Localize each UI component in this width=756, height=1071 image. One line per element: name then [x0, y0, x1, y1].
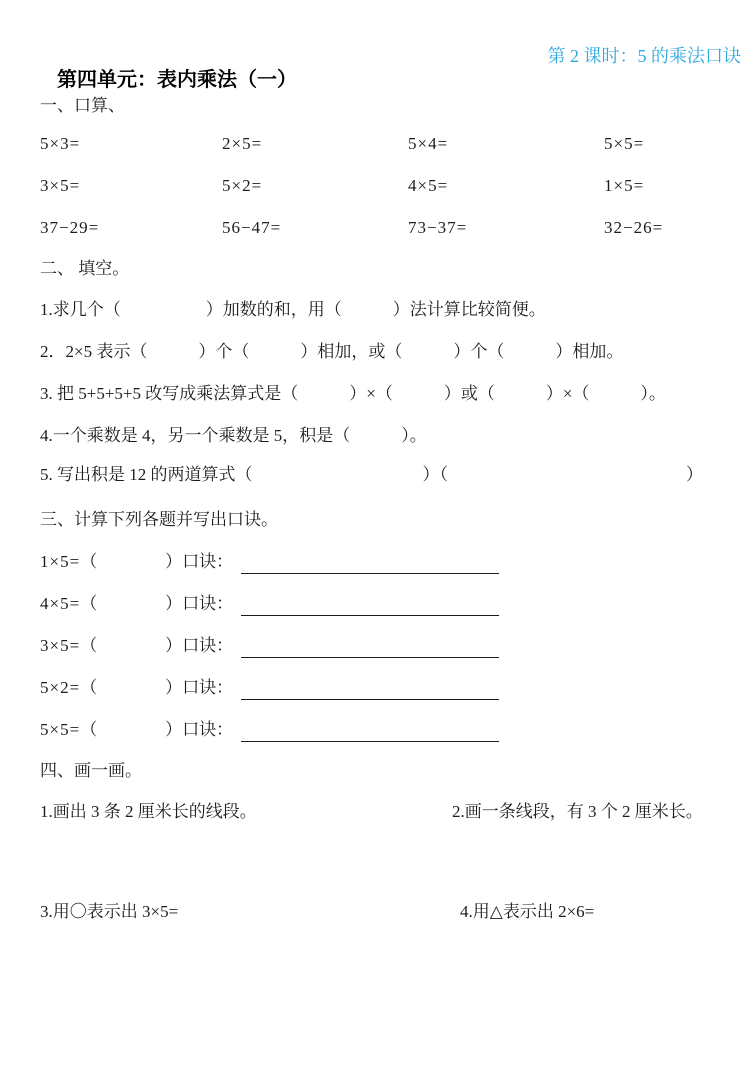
- rhyme-line: [40, 718, 499, 742]
- rhyme-line: [40, 550, 499, 574]
- section-2-heading: 二、 填空。: [40, 259, 130, 278]
- draw-item: 1.画出 3 条 2 厘米长的线段。: [40, 802, 257, 821]
- section-3-heading: 三、计算下列各题并写出口诀。: [40, 510, 278, 529]
- draw-row: [40, 800, 756, 824]
- answer-underline: [241, 722, 499, 742]
- oral-calc-row: [40, 216, 756, 240]
- equation: 5×4=: [408, 134, 449, 153]
- rhyme-label: 口诀：: [182, 678, 234, 697]
- equation: 56−47=: [222, 218, 282, 237]
- fill-blank-item: 3. 把 5+5+5+5 改写成乘法算式是（ ）×（ ）或（ ）×（ ）。: [40, 384, 666, 403]
- equation: 4×5=: [40, 594, 81, 613]
- answer-bracket: （ ）: [80, 720, 183, 739]
- answer-underline: [241, 638, 499, 658]
- equation: 5×3=: [40, 134, 81, 153]
- answer-bracket: （ ）: [80, 678, 183, 697]
- equation: 32−26=: [604, 218, 664, 237]
- equation: 5×5=: [40, 720, 81, 739]
- rhyme-line: [40, 634, 499, 658]
- equation: 5×2=: [222, 176, 263, 195]
- equation: 5×5=: [604, 134, 645, 153]
- rhyme-line: [40, 592, 499, 616]
- draw-item: 3.用〇表示出 3×5=: [40, 902, 179, 921]
- lesson-title: 第 2 课时：5 的乘法口诀: [547, 46, 741, 66]
- draw-row: [40, 900, 756, 924]
- answer-underline: [241, 680, 499, 700]
- fill-blank-item: 1.求几个（ ）加数的和，用（ ）法计算比较简便。: [40, 300, 546, 319]
- equation: 5×2=: [40, 678, 81, 697]
- rhyme-label: 口诀：: [182, 720, 234, 739]
- rhyme-label: 口诀：: [182, 636, 234, 655]
- answer-underline: [241, 596, 499, 616]
- equation: 4×5=: [408, 176, 449, 195]
- answer-bracket: （ ）: [80, 636, 183, 655]
- rhyme-label: 口诀：: [182, 594, 234, 613]
- equation: 3×5=: [40, 176, 81, 195]
- answer-bracket: （ ）: [80, 594, 183, 613]
- answer-underline: [241, 554, 499, 574]
- equation: 2×5=: [222, 134, 263, 153]
- fill-blank-item: 5. 写出积是 12 的两道算式（ ）（ ）: [40, 465, 703, 484]
- draw-item: 2.画一条线段，有 3 个 2 厘米长。: [452, 802, 703, 821]
- rhyme-line: [40, 676, 499, 700]
- equation: 1×5=: [40, 552, 81, 571]
- answer-bracket: （ ）: [80, 552, 183, 571]
- equation: 1×5=: [604, 176, 645, 195]
- oral-calc-row: [40, 132, 756, 156]
- rhyme-label: 口诀：: [182, 552, 234, 571]
- section-1-heading: 一、口算、: [40, 96, 125, 115]
- fill-blank-item: 4.一个乘数是 4，另一个乘数是 5，积是（ ）。: [40, 426, 427, 445]
- equation: 37−29=: [40, 218, 100, 237]
- draw-item: 4.用△表示出 2×6=: [460, 902, 595, 921]
- fill-blank-item: 2．2×5 表示（ ）个（ ）相加，或（ ）个（ ）相加。: [40, 342, 624, 361]
- equation: 73−37=: [408, 218, 468, 237]
- equation: 3×5=: [40, 636, 81, 655]
- oral-calc-row: [40, 174, 756, 198]
- section-4-heading: 四、画一画。: [40, 761, 142, 780]
- unit-title: 第四单元：表内乘法（一）: [57, 69, 297, 91]
